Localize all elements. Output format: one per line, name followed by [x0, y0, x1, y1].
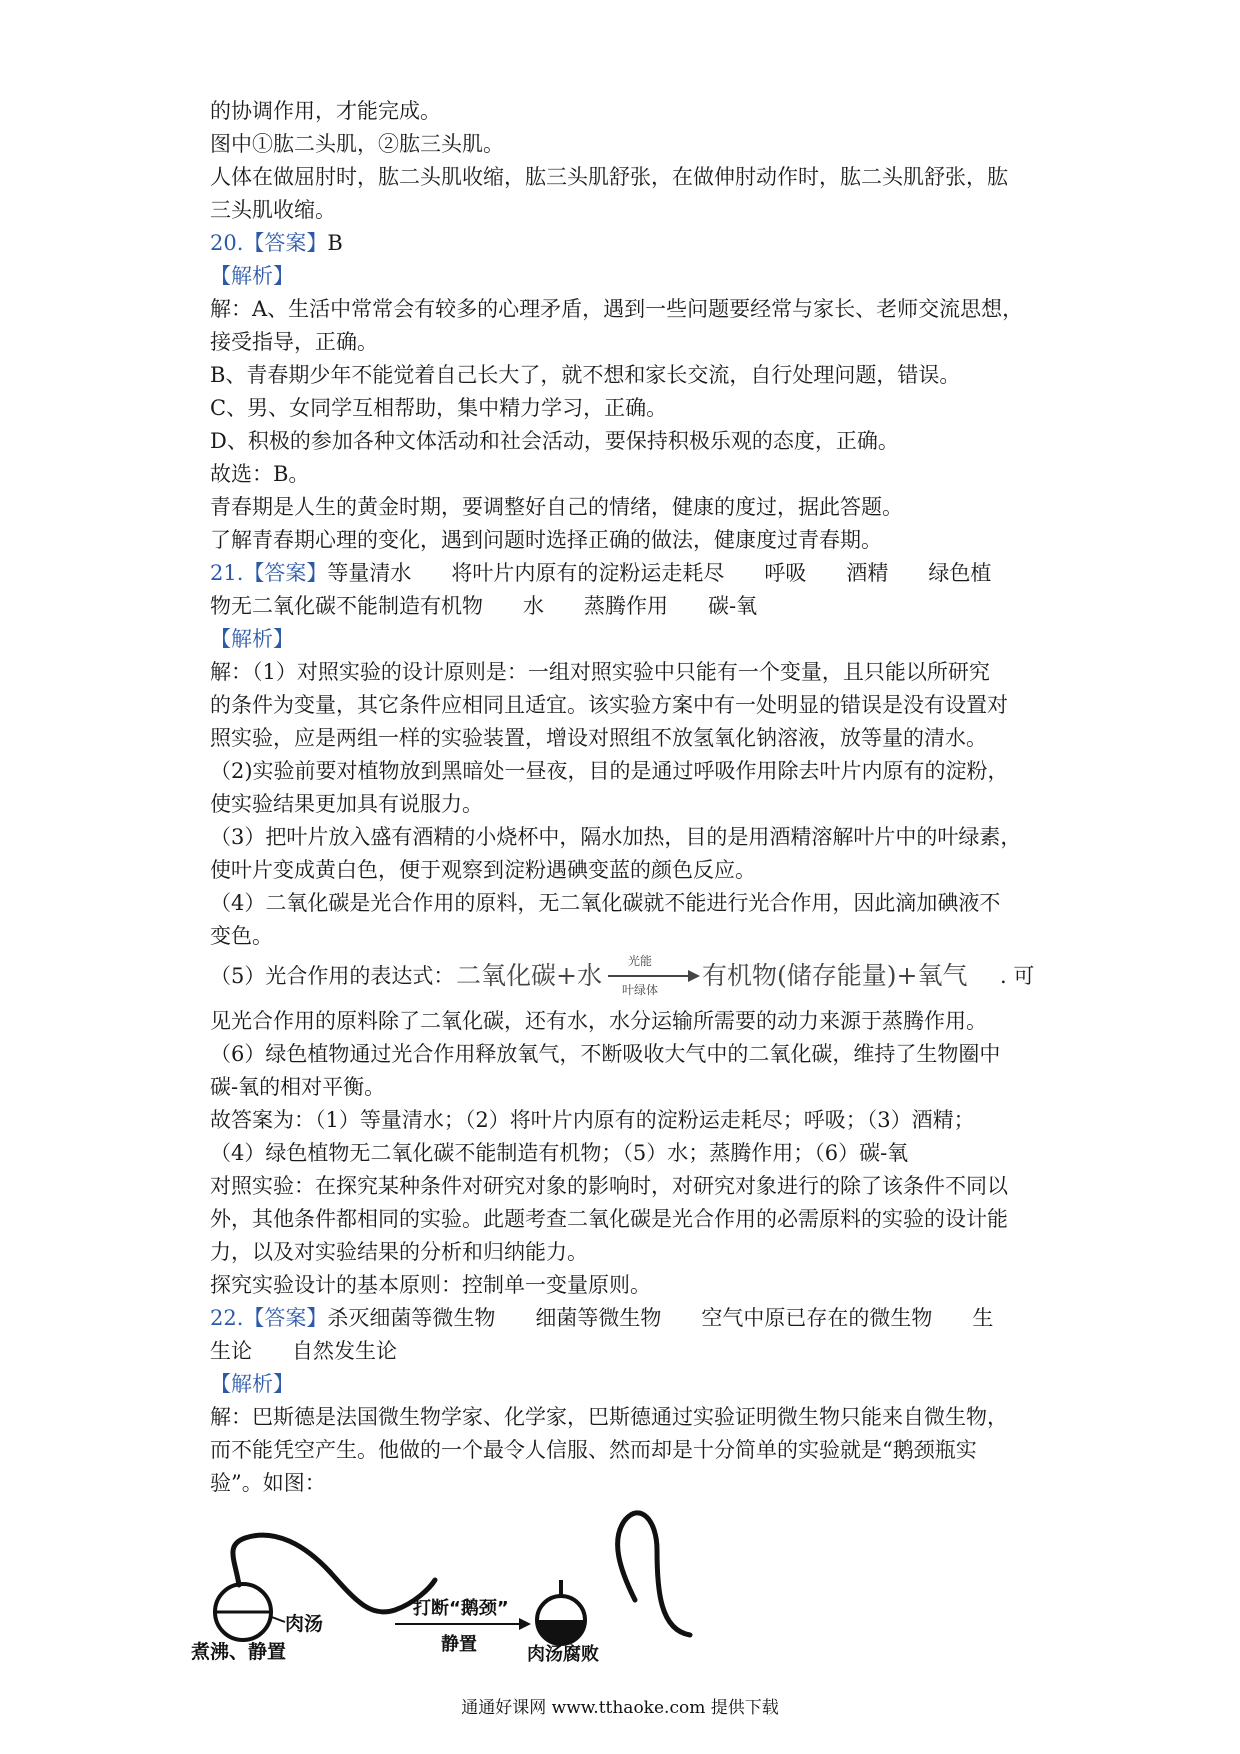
label-break-neck: 打断“鹅颈”: [413, 1598, 509, 1619]
question-number: 20.: [210, 231, 244, 255]
answer-item: 杀灭细菌等微生物: [327, 1306, 496, 1330]
text-line: （4）二氧化碳是光合作用的原料，无二氧化碳就不能进行光合作用，因此滴加碘液不: [210, 891, 1001, 915]
text-line: 图中①肱二头肌，②肱三头肌。: [210, 132, 504, 156]
text-line: 故答案为：（1）等量清水；（2）将叶片内原有的淀粉运走耗尽；呼吸；（3）酒精；: [210, 1108, 975, 1132]
answer-line-22-cont: [210, 1335, 1040, 1368]
formula-label: （5）光合作用的表达式：: [210, 964, 455, 988]
text-line: 青春期是人生的黄金时期，要调整好自己的情绪，健康的度过，据此答题。: [210, 495, 903, 519]
spoiled-broth: [537, 1620, 585, 1644]
process-arrowhead: [519, 1618, 531, 1630]
formula-right: 有机物(储存能量)+氧气: [702, 961, 968, 990]
formula-left: 二氧化碳+水: [456, 961, 602, 990]
text-line: 解：（1）对照实验的设计原则是：一组对照实验中只能有一个变量，且只能以所研究: [210, 660, 990, 684]
text-line: 人体在做屈肘时，肱二头肌收缩，肱三头肌舒张，在做伸肘动作时，肱二头肌舒张，肱: [210, 165, 1008, 189]
page-footer: 通通好课网 www.tthaoke.com 提供下载: [461, 1698, 779, 1718]
text-line: 使实验结果更加具有说服力。: [210, 792, 483, 816]
answer-line-20: [210, 227, 1040, 260]
answer-item: 绿色植: [928, 561, 992, 585]
text-line: 解：A、生活中常常会有较多的心理矛盾，遇到一些问题要经常与家长、老师交流思想，: [210, 297, 1024, 321]
answer-item: 呼吸: [764, 561, 807, 585]
text-line: 对照实验：在探究某种条件对研究对象的影响时，对研究对象进行的除了该条件不同以: [210, 1174, 1008, 1198]
left-flask-swan-neck: [233, 1535, 435, 1612]
text-line: 而不能凭空产生。他做的一个最令人信服、然而却是十分简单的实验就是“鹅颈瓶实: [210, 1438, 977, 1462]
label-stand: 静置: [441, 1634, 477, 1655]
photosynthesis-formula: [452, 948, 992, 998]
swan-neck-flask-diagram: [191, 1500, 785, 1665]
text-line: D、积极的参加各种文体活动和社会活动，要保持积极乐观的态度，正确。: [210, 429, 899, 453]
text-line: （6）绿色植物通过光合作用释放氧气，不断吸收大气中的二氧化碳，维持了生物圈中: [210, 1042, 1001, 1066]
text-line: 力，以及对实验结果的分析和归纳能力。: [210, 1240, 588, 1264]
question-number: 22.: [210, 1306, 244, 1330]
answer-item: 物无二氧化碳不能制造有机物: [210, 594, 483, 618]
text-line: 故选：B。: [210, 462, 310, 486]
answer-item: 自然发生论: [292, 1339, 397, 1363]
text-line: 的协调作用，才能完成。: [210, 99, 441, 123]
answer-item: 将叶片内原有的淀粉运走耗尽: [451, 561, 725, 585]
label-boil: 煮沸、静置: [191, 1641, 287, 1663]
text-line: （2)实验前要对植物放到黑暗处一昼夜，目的是通过呼吸作用除去叶片内原有的淀粉，: [210, 759, 1009, 783]
text-line: 见光合作用的原料除了二氧化碳，还有水，水分运输所需要的动力来源于蒸腾作用。: [210, 1009, 987, 1033]
text-line: 的条件为变量，其它条件应相同且适宜。该实验方案中有一处明显的错误是没有设置对: [210, 693, 1008, 717]
text-line: 照实验，应是两组一样的实验装置，增设对照组不放氢氧化钠溶液，放等量的清水。: [210, 726, 987, 750]
answer-item: 碳-氧: [708, 594, 758, 618]
answer-item: 生: [972, 1306, 994, 1330]
answer-value: B: [327, 231, 343, 255]
answer-line-21-cont: [210, 590, 1040, 623]
answer-tag: 【答案】: [243, 1306, 328, 1330]
answer-tag: 【答案】: [243, 231, 328, 255]
answer-item: 等量清水: [327, 561, 412, 585]
answer-tag: 【答案】: [243, 561, 328, 585]
formula-arrowhead: [688, 970, 700, 982]
formula-arrow-top: 光能: [628, 954, 653, 968]
label-broth: 肉汤: [285, 1613, 324, 1635]
text-line: 外，其他条件都相同的实验。此题考查二氧化碳是光合作用的必需原料的实验的设计能: [210, 1207, 1008, 1231]
text-line: 使叶片变成黄白色，便于观察到淀粉遇碘变蓝的颜色反应。: [210, 858, 756, 882]
formula-arrow-bottom: 叶绿体: [622, 983, 659, 997]
text-line: （3）把叶片放入盛有酒精的小烧杯中，隔水加热，目的是用酒精溶解叶片中的叶绿素，: [210, 825, 1022, 849]
answer-line-21: [210, 557, 1040, 590]
text-line: 碳-氧的相对平衡。: [210, 1075, 386, 1099]
answer-item: 蒸腾作用: [584, 594, 668, 618]
analysis-tag: 【解析】: [210, 264, 294, 288]
text-line: C、男、女同学互相帮助，集中精力学习，正确。: [210, 396, 668, 420]
formula-tail: . 可: [1000, 964, 1035, 988]
answer-item: 生论: [210, 1339, 252, 1363]
broken-swan-neck: [618, 1513, 690, 1635]
label-spoil: 肉汤腐败: [527, 1644, 599, 1665]
text-line: （4）绿色植物无二氧化碳不能制造有机物；（5）水；蒸腾作用；（6）碳-氧: [210, 1141, 909, 1165]
question-number: 21.: [210, 561, 244, 585]
text-line: 解：巴斯德是法国微生物学家、化学家，巴斯德通过实验证明微生物只能来自微生物，: [210, 1405, 1008, 1429]
answer-item: 酒精: [846, 561, 889, 585]
text-line: 验”。如图：: [210, 1471, 326, 1495]
answer-line-22: [210, 1302, 1040, 1335]
text-line: 变色。: [210, 924, 273, 948]
text-line: 探究实验设计的基本原则：控制单一变量原则。: [210, 1273, 651, 1297]
analysis-tag: 【解析】: [210, 627, 294, 651]
text-line: 三头肌收缩。: [210, 198, 336, 222]
analysis-tag: 【解析】: [210, 1372, 294, 1396]
answer-item: 细菌等微生物: [535, 1306, 662, 1330]
answer-item: 水: [523, 594, 544, 618]
text-line: B、青春期少年不能觉着自己长大了，就不想和家长交流，自行处理问题，错误。: [210, 363, 961, 387]
answer-item: 空气中原已存在的微生物: [701, 1306, 933, 1330]
text-line: 了解青春期心理的变化，遇到问题时选择正确的做法，健康度过青春期。: [210, 528, 882, 552]
text-line: 接受指导，正确。: [210, 330, 378, 354]
